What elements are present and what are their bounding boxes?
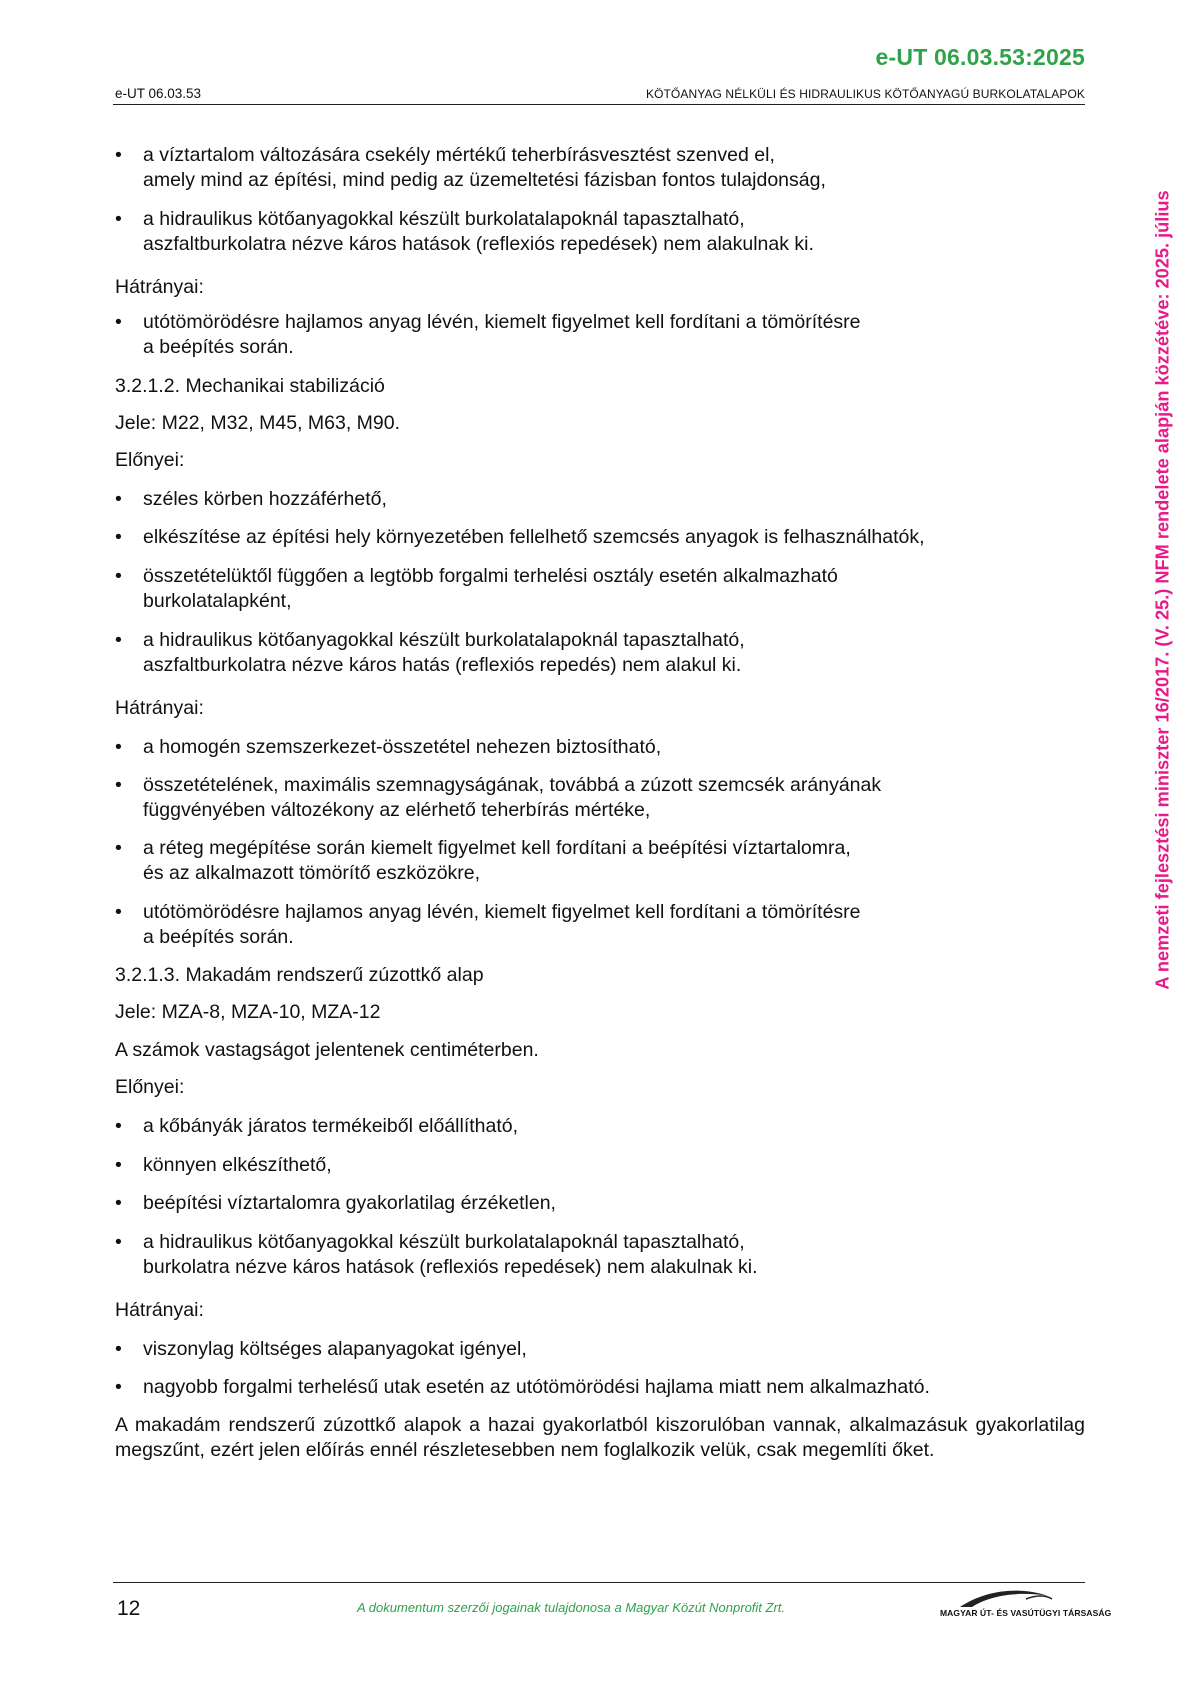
list-item-line: aszfaltburkolatra nézve káros hatások (reflexiós repedések) nem alakulnak ki.: [143, 233, 814, 255]
list-item-line: a hidraulikus kötőanyagokkal készült burkolatalapoknál tapasztalható,: [143, 629, 745, 651]
bullet: •: [115, 1338, 122, 1360]
list-item-line: burkolatalapként,: [143, 590, 292, 612]
bullet: •: [115, 1231, 122, 1253]
list-item: [115, 836, 851, 886]
bullet: •: [115, 901, 122, 923]
list-item: [115, 1375, 930, 1400]
list-item-line: viszonylag költséges alapanyagokat igényel,: [143, 1338, 527, 1360]
label-elonyei: Előnyei:: [115, 449, 185, 471]
list-item: [115, 1114, 518, 1139]
bullet: •: [115, 488, 122, 510]
list-item-line: utótömörödésre hajlamos anyag lévén, kiemelt figyelmet kell fordítani a tömörítésre: [143, 901, 861, 923]
list-item: [115, 1191, 556, 1216]
list-item-line: a hidraulikus kötőanyagokkal készült burkolatalapoknál tapasztalható,: [143, 208, 745, 230]
bullet: •: [115, 1154, 122, 1176]
label-hatranyai: Hátrányai:: [115, 697, 204, 719]
designation-line: Jele: M22, M32, M45, M63, M90.: [115, 412, 401, 434]
bullet: •: [115, 1376, 122, 1398]
section-heading: 3.2.1.2. Mechanikai stabilizáció: [115, 375, 385, 397]
list-item: [115, 564, 838, 614]
label-hatranyai: Hátrányai:: [115, 276, 204, 298]
list-item-line: széles körben hozzáférhető,: [143, 488, 387, 510]
list-item-line: függvényében változékony az elérhető teherbírás mértéke,: [143, 799, 651, 821]
section-heading: 3.2.1.3. Makadám rendszerű zúzottkő alap: [115, 964, 484, 986]
list-item-line: beépítési víztartalomra gyakorlatilag érzéketlen,: [143, 1192, 556, 1214]
list-item-line: burkolatra nézve káros hatások (reflexiós repedések) nem alakulnak ki.: [143, 1256, 758, 1278]
society-logo: [940, 1586, 1112, 1626]
logo-text: MAGYAR ÚT- ÉS VASÚTÜGYI TÁRSASÁG: [940, 1608, 1112, 1618]
list-item-line: a víztartalom változására csekély mértékű teherbírásvesztést szenved el,: [143, 144, 775, 166]
header-left: e-UT 06.03.53: [115, 86, 202, 101]
list-item-line: összetételének, maximális szemnagyságának, továbbá a zúzott szemcsék arányának: [143, 774, 882, 796]
list-item: [115, 1230, 758, 1280]
label-hatranyai: Hátrányai:: [115, 1299, 204, 1321]
label-elonyei: Előnyei:: [115, 1076, 185, 1098]
bullet: •: [115, 565, 122, 587]
list-item-line: nagyobb forgalmi terhelésű utak esetén az utótömörödési hajlama miatt nem alkalmazható.: [143, 1376, 930, 1398]
list-item: [115, 207, 814, 257]
copyright-notice: A dokumentum szerzői jogainak tulajdonosa a Magyar Közút Nonprofit Zrt.: [357, 1600, 786, 1615]
header-title: KÖTŐANYAG NÉLKÜLI ÉS HIDRAULIKUS KÖTŐANYAGÚ BURKOLATALAPOK: [645, 87, 1085, 101]
page-number: 12: [117, 1597, 141, 1620]
header-divider: [113, 104, 1085, 105]
note-line: A számok vastagságot jelentenek centiméterben.: [115, 1039, 539, 1061]
document-code: e-UT 06.03.53:2025: [875, 44, 1085, 70]
bullet: •: [115, 629, 122, 651]
bullet: •: [115, 837, 122, 859]
list-item: [115, 525, 925, 550]
bullet: •: [115, 144, 122, 166]
list-item-line: a beépítés során.: [143, 926, 294, 948]
bullet: •: [115, 1115, 122, 1137]
list-item: [115, 143, 826, 193]
list-item-line: a beépítés során.: [143, 336, 294, 358]
bullet: •: [115, 311, 122, 333]
closing-paragraph: A makadám rendszerű zúzottkő alapok a hazai gyakorlatból kiszorulóban vannak, alkalmazásuk gyakorlatilag megszűnt, ezért jelen előírás ennél részletesebben nem foglalkozik velük, csak megemlíti őket.: [115, 1414, 1085, 1461]
list-item-line: összetételüktől függően a legtöbb forgalmi terhelési osztály esetén alkalmazható: [143, 565, 838, 587]
designation-line: Jele: MZA-8, MZA-10, MZA-12: [115, 1001, 381, 1023]
list-item-line: a hidraulikus kötőanyagokkal készült burkolatalapoknál tapasztalható,: [143, 1231, 745, 1253]
list-item-line: aszfaltburkolatra nézve káros hatás (reflexiós repedés) nem alakul ki.: [143, 654, 742, 676]
bullet: •: [115, 736, 122, 758]
list-item-line: elkészítése az építési hely környezetében fellelhető szemcsés anyagok is felhasználhatók,: [143, 526, 925, 548]
list-item-line: könnyen elkészíthető,: [143, 1154, 332, 1176]
list-item: [115, 628, 745, 678]
bullet: •: [115, 774, 122, 796]
list-item: [115, 773, 881, 823]
bullet: •: [115, 526, 122, 548]
publication-side-note: A nemzeti fejlesztési miniszter 16/2017. (V. 25.) NFM rendelete alapján közzétéve: 2025. július: [1152, 190, 1173, 990]
list-item-line: a réteg megépítése során kiemelt figyelmet kell fordítani a beépítési víztartalomra,: [143, 837, 851, 859]
bullet: •: [115, 208, 122, 230]
list-item: [115, 1153, 332, 1178]
list-item-line: és az alkalmazott tömörítő eszközökre,: [143, 862, 481, 884]
list-item: [115, 735, 661, 760]
footer-divider: [113, 1582, 1085, 1583]
list-item: [115, 1337, 527, 1362]
logo-swoosh-icon: [940, 1586, 1085, 1610]
list-item: [115, 487, 387, 512]
list-item-line: amely mind az építési, mind pedig az üzemeltetési fázisban fontos tulajdonság,: [143, 169, 826, 191]
list-item-line: utótömörödésre hajlamos anyag lévén, kiemelt figyelmet kell fordítani a tömörítésre: [143, 311, 861, 333]
list-item: [115, 900, 861, 950]
list-item-line: a homogén szemszerkezet-összetétel nehezen biztosítható,: [143, 736, 662, 758]
list-item: [115, 310, 861, 360]
bullet: •: [115, 1192, 122, 1214]
list-item-line: a kőbányák járatos termékeiből előállítható,: [143, 1115, 519, 1137]
